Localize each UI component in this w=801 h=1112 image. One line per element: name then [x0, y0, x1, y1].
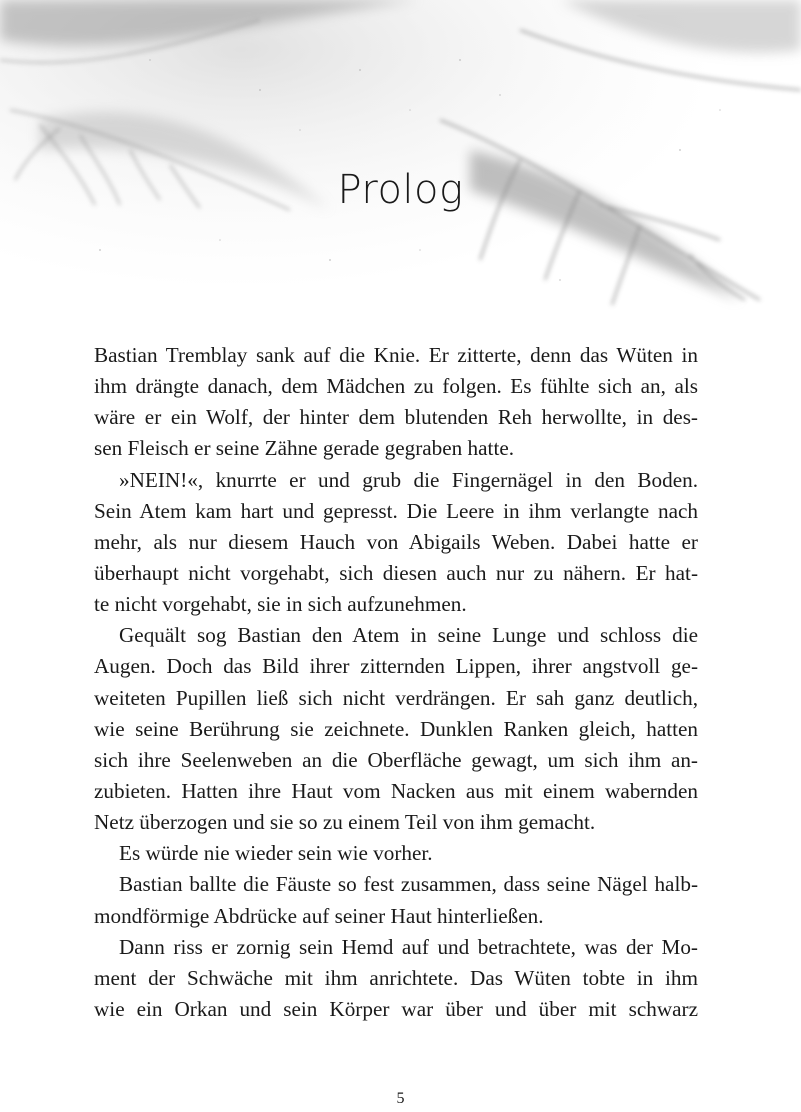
text-line: überhaupt nicht vorgehabt, sich diesen auch nur zu nähern. Er hat- [94, 560, 698, 585]
text-line: Sein Atem kam hart und gepresst. Die Leere in ihm verlangte nach [94, 498, 698, 523]
text-line: sich ihre Seelenweben an die Oberfläche gewagt, um sich ihm an- [94, 747, 698, 772]
text-line: Dann riss er zornig sein Hemd auf und betrachtete, was der Mo- [119, 934, 698, 959]
text-line: Bastian Tremblay sank auf die Knie. Er zitterte, denn das Wüten in [94, 343, 698, 367]
body-text [94, 340, 698, 1025]
text-line: mondförmige Abdrücke auf seiner Haut hinterließen. [94, 903, 544, 928]
text-line: wie seine Berührung sie zeichnete. Dunklen Ranken gleich, hatten [94, 716, 698, 741]
text-line: Bastian ballte die Fäuste so fest zusammen, dass seine Nägel halb- [119, 872, 698, 897]
text-line: te nicht vorgehabt, sie in sich aufzunehmen. [94, 592, 467, 617]
text-line: Es würde nie wieder sein wie vorher. [119, 841, 433, 866]
text-line: wie ein Orkan und sein Körper war über und über mit schwarz [94, 996, 698, 1021]
text-line: »NEIN!«, knurrte er und grub die Fingernägel in den Boden. [119, 467, 698, 492]
text-line: sen Fleisch er seine Zähne gerade gegraben hatte. [94, 436, 515, 461]
text-line: Augen. Doch das Bild ihrer zitternden Lippen, ihrer angstvoll ge- [94, 654, 698, 679]
page-number: 5 [396, 1090, 405, 1107]
text-line: zubieten. Hatten ihre Haut vom Nacken aus mit einem wabernden [94, 778, 698, 803]
text-line: ment der Schwäche mit ihm anrichtete. Das Wüten tobte in ihm [94, 965, 698, 990]
text-line: Netz überzogen und sie so zu einem Teil von ihm gemacht. [94, 810, 596, 835]
text-line: weiteten Pupillen ließ sich nicht verdrängen. Er sah ganz deutlich, [94, 685, 698, 710]
chapter-title: Prolog [337, 167, 464, 213]
text-line: ihm drängte danach, dem Mädchen zu folgen. Es fühlte sich an, als [94, 374, 698, 399]
text-line: wäre er ein Wolf, der hinter dem blutenden Reh herwollte, in des- [94, 405, 698, 430]
text-line: Gequält sog Bastian den Atem in seine Lunge und schloss die [119, 623, 698, 648]
text-line: mehr, als nur diesem Hauch von Abigails Weben. Dabei hatte er [94, 529, 698, 554]
